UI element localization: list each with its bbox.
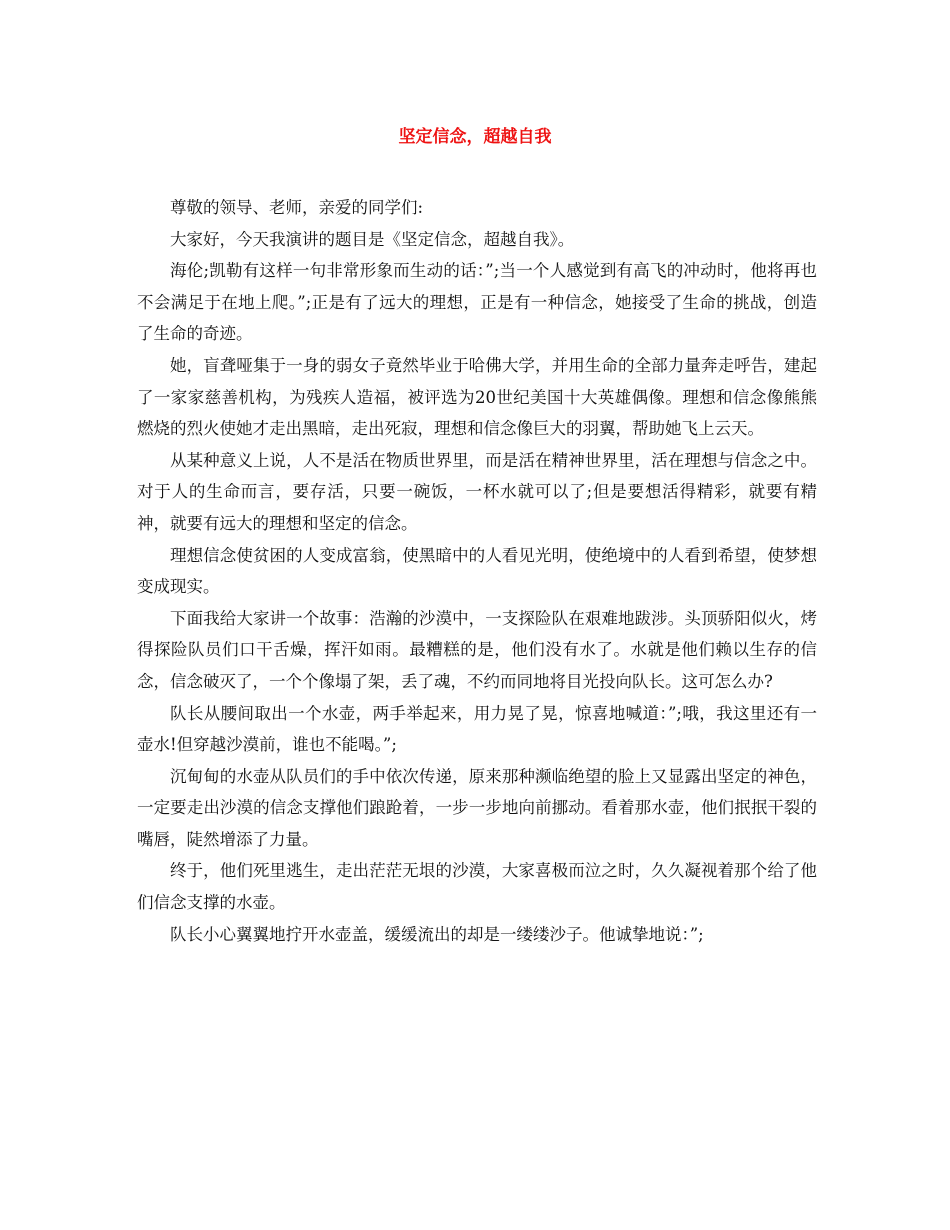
paragraph-desert-story: 下面我给大家讲一个故事：浩瀚的沙漠中，一支探险队在艰难地跋涉。头顶骄阳似火，烤得探险队员们口干舌燥，挥汗如雨。最糟糕的是，他们没有水了。水就是他们赖以生存的信念，信念破灭了，一个个像塌了架，丢了魂，不约而同地将目光投向队长。这可怎么办? [137,608,817,691]
paragraph-sand-reveal: 队长小心翼翼地拧开水壶盖，缓缓流出的却是一缕缕沙子。他诚挚地说：”; [170,924,704,944]
paragraph-intro: 大家好，今天我演讲的题目是《坚定信念，超越自我》。 [170,229,575,249]
paragraph-helen-keller-story: 她，盲聋哑集于一身的弱女子竟然毕业于哈佛大学，并用生命的全部力量奔走呼告，建起了一家家慈善机构，为残疾人造福，被评选为20世纪美国十大英雄偶像。理想和信念像熊熊燃烧的烈火使她才走出黑暗，走出死寂，理想和信念像巨大的羽翼，帮助她飞上云天。 [137,355,817,439]
paragraph-belief-power: 理想信念使贫困的人变成富翁，使黑暗中的人看见光明，使绝境中的人看到希望，使梦想变成现实。 [137,545,817,597]
paragraph-greeting: 尊敬的领导、老师，亲爱的同学们: [170,198,424,217]
paragraph-captain-kettle: 队长从腰间取出一个水壶，两手举起来，用力晃了晃，惊喜地喊道：”;哦，我这里还有一壶水!但穿越沙漠前，谁也不能喝。”; [137,703,817,755]
paragraph-spiritual-world: 从某种意义上说，人不是活在物质世界里，而是活在精神世界里，活在理想与信念之中。对于人的生命而言，要存活，只要一碗饭，一杯水就可以了;但是要想活得精彩，就要有精神，就要有远大的理想和坚定的信念。 [137,450,817,533]
paragraph-kettle-passing: 沉甸甸的水壶从队员们的手中依次传递，原来那种濒临绝望的脸上又显露出坚定的神色，一定要走出沙漠的信念支撑他们踉跄着，一步一步地向前挪动。看着那水壶，他们抿抿干裂的嘴唇，陡然增添了力量。 [137,766,817,849]
speech-body [137,192,817,950]
document-title: 坚定信念，超越自我 [398,127,552,147]
paragraph-helen-keller-quote: 海伦;凯勒有这样一句非常形象而生动的话：”;当一个人感觉到有高飞的冲动时，他将再也不会满足于在地上爬。”;正是有了远大的理想，正是有一种信念，她接受了生命的挑战，创造了生命的奇迹。 [137,261,817,344]
paragraph-escape: 终于，他们死里逃生，走出茫茫无垠的沙漠，大家喜极而泣之时，久久凝视着那个给了他们信念支撑的水壶。 [137,861,817,913]
